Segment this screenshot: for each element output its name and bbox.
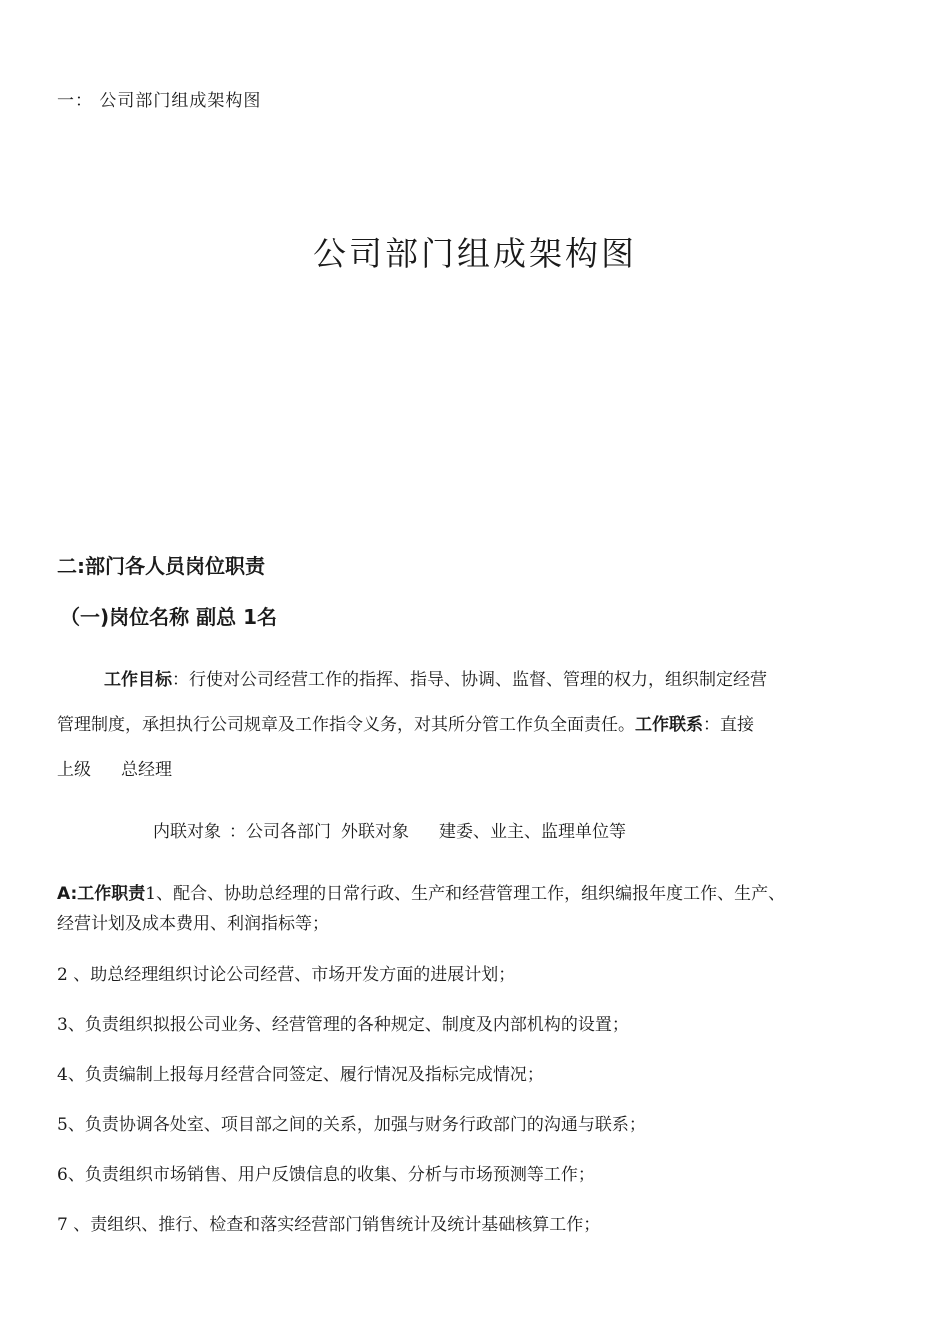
work-contact-text: ：直接 [703, 715, 754, 735]
duty-item-6: 6、负责组织市场销售、用户反馈信息的收集、分析与市场预测等工作； [57, 1165, 595, 1185]
duty-item-1-line-2: 经营计划及成本费用、利润指标等； [57, 914, 329, 934]
section-2-heading: 二:部门各人员岗位职责 [57, 554, 265, 578]
internal-contacts-label: 内联对象 [153, 822, 221, 842]
work-goal-paragraph-line-2 [57, 714, 754, 736]
position-title: （一)岗位名称 副总 1名 [60, 605, 277, 629]
work-goal-paragraph-line-1 [104, 669, 767, 691]
section-1-heading: 一： 公司部门组成架构图 [57, 91, 262, 111]
work-goal-label: 工作目标 [104, 670, 172, 690]
work-contact-label: 工作联系 [635, 715, 703, 735]
duties-label: A:工作职责 [57, 884, 146, 904]
work-goal-text-1: ：行使对公司经营工作的指挥、指导、协调、监督、管理的权力，组织制定经营 [172, 670, 767, 690]
internal-contacts-value: ：公司各部门 [229, 822, 331, 842]
duty-item-1-line-1 [57, 883, 785, 905]
superior-value: 总经理 [121, 760, 172, 780]
external-contacts-value: 建委、业主、监理单位等 [439, 822, 626, 842]
duty-item-4: 4、负责编制上报每月经营合同签定、履行情况及指标完成情况； [57, 1065, 544, 1085]
duty-item-5: 5、负责协调各处室、项目部之间的关系，加强与财务行政部门的沟通与联系； [57, 1115, 646, 1135]
superior-label: 上级 [57, 760, 91, 780]
contacts-line [153, 821, 626, 843]
duty-item-7: 7 、责组织、推行、检查和落实经营部门销售统计及统计基础核算工作； [57, 1215, 601, 1235]
external-contacts-label: 外联对象 [341, 822, 409, 842]
superior-line [57, 759, 172, 781]
org-chart-title: 公司部门组成架构图 [313, 234, 637, 273]
duty-item-1-text: 1、配合、协助总经理的日常行政、生产和经营管理工作，组织编报年度工作、生产、 [145, 884, 786, 904]
duty-item-2: 2 、助总经理组织讨论公司经营、市场开发方面的进展计划； [57, 965, 516, 985]
work-goal-text-2: 管理制度，承担执行公司规章及工作指令义务，对其所分管工作负全面责任。 [57, 715, 635, 735]
duty-item-3: 3、负责组织拟报公司业务、经营管理的各种规定、制度及内部机构的设置； [57, 1015, 629, 1035]
